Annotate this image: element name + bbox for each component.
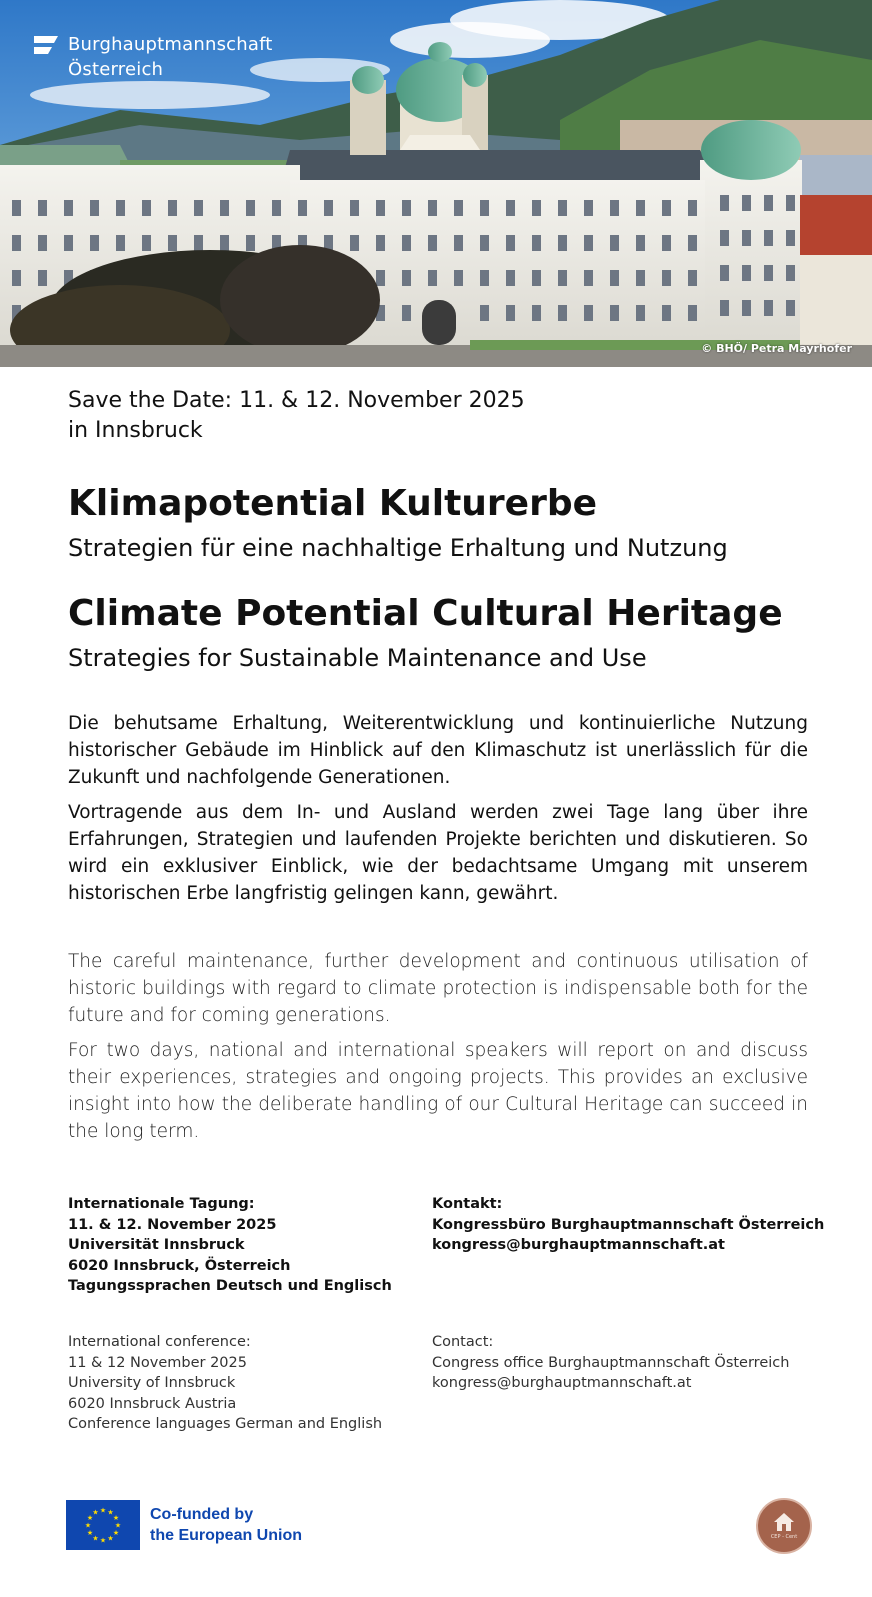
window-shape — [168, 200, 177, 216]
paragraph: The careful maintenance, further development and continuous utilisation of historic buildings with regard to climate protection is indispensable both for the future and for coming generations. — [68, 951, 808, 1026]
window-shape — [12, 200, 21, 216]
window-shape — [584, 305, 593, 321]
window-shape — [142, 200, 151, 216]
window-shape — [116, 200, 125, 216]
window-shape — [454, 270, 463, 286]
cep-badge — [756, 1498, 812, 1554]
window-shape — [480, 305, 489, 321]
window-shape — [402, 270, 411, 286]
info-line: 11 & 12 November 2025 — [68, 1354, 247, 1371]
eu-star-icon: ★ — [112, 1514, 120, 1522]
window-shape — [376, 235, 385, 251]
window-shape — [584, 235, 593, 251]
body-english — [68, 948, 808, 1153]
window-shape — [220, 200, 229, 216]
window-shape — [636, 235, 645, 251]
title-english: Climate Potential Cultural Heritage — [68, 593, 783, 634]
window-shape — [720, 300, 729, 316]
location-line: in Innsbruck — [68, 418, 203, 443]
window-shape — [324, 200, 333, 216]
window-shape — [220, 235, 229, 251]
info-line: International conference: — [68, 1334, 251, 1350]
window-shape — [786, 265, 795, 281]
logo-line-2: Österreich — [68, 59, 164, 80]
window-shape — [246, 200, 255, 216]
eu-star-icon: ★ — [107, 1508, 114, 1517]
window-shape — [142, 235, 151, 251]
window-shape — [90, 235, 99, 251]
window-shape — [584, 200, 593, 216]
window-shape — [636, 200, 645, 216]
window-shape — [350, 235, 359, 251]
window-shape — [480, 270, 489, 286]
contact-info-german — [432, 1194, 824, 1256]
window-shape — [168, 235, 177, 251]
window-shape — [688, 270, 697, 286]
eu-star-icon: ★ — [99, 1536, 107, 1545]
window-shape — [688, 200, 697, 216]
body-german — [68, 710, 808, 915]
window-shape — [64, 200, 73, 216]
window-shape — [402, 200, 411, 216]
window-shape — [764, 265, 773, 281]
window-shape — [720, 265, 729, 281]
window-shape — [272, 200, 281, 216]
window-shape — [12, 270, 21, 286]
eu-star-icon: ★ — [92, 1534, 99, 1543]
conference-info-german — [68, 1194, 392, 1297]
window-shape — [610, 235, 619, 251]
window-shape — [38, 200, 47, 216]
subtitle-german: Strategien für eine nachhaltige Erhaltung und Nutzung — [68, 534, 728, 562]
house-icon — [773, 1512, 795, 1532]
conference-info-english — [68, 1332, 382, 1435]
info-line: Tagungssprachen Deutsch und Englisch — [68, 1278, 392, 1294]
window-shape — [194, 200, 203, 216]
window-shape — [610, 200, 619, 216]
save-the-date — [68, 386, 808, 446]
eu-line-1: Co-funded by — [150, 1506, 254, 1523]
window-shape — [742, 265, 751, 281]
window-shape — [532, 270, 541, 286]
info-line: University of Innsbruck — [68, 1375, 236, 1391]
title-german: Klimapotential Kulturerbe — [68, 483, 598, 524]
window-shape — [376, 200, 385, 216]
logo — [34, 32, 273, 82]
eu-star-icon: ★ — [99, 1506, 107, 1515]
info-line: Kontakt: — [432, 1196, 503, 1212]
info-line: Conference languages German and English — [68, 1416, 383, 1432]
window-shape — [480, 235, 489, 251]
window-shape — [298, 200, 307, 216]
window-shape — [38, 270, 47, 286]
window-shape — [688, 235, 697, 251]
window-shape — [786, 230, 795, 246]
window-shape — [610, 270, 619, 286]
info-line: Congress office Burghauptmannschaft Österreich — [432, 1354, 790, 1371]
flag-logo-icon — [34, 36, 58, 54]
badge-label: CEP - Cent — [770, 1534, 798, 1540]
logo-line-1: Burghauptmannschaft — [68, 34, 273, 55]
window-shape — [742, 195, 751, 211]
window-shape — [532, 235, 541, 251]
window-shape — [506, 270, 515, 286]
eu-line-2: the European Union — [150, 1527, 302, 1544]
window-shape — [506, 305, 515, 321]
window-shape — [38, 235, 47, 251]
eu-flag-icon — [66, 1500, 140, 1550]
window-shape — [532, 305, 541, 321]
window-shape — [742, 300, 751, 316]
window-shape — [428, 200, 437, 216]
eu-star-icon: ★ — [114, 1521, 122, 1530]
window-shape — [506, 200, 515, 216]
window-shape — [636, 270, 645, 286]
window-shape — [454, 200, 463, 216]
window-shape — [636, 305, 645, 321]
info-line: 6020 Innsbruck, Österreich — [68, 1257, 291, 1274]
window-shape — [480, 200, 489, 216]
window-shape — [688, 305, 697, 321]
window-shape — [720, 230, 729, 246]
window-shape — [610, 305, 619, 321]
window-shape — [64, 235, 73, 251]
eu-star-icon: ★ — [86, 1514, 94, 1522]
window-shape — [786, 195, 795, 211]
window-shape — [532, 200, 541, 216]
window-shape — [402, 235, 411, 251]
window-shape — [786, 300, 795, 316]
window-shape — [90, 200, 99, 216]
window-shape — [376, 270, 385, 286]
window-shape — [558, 200, 567, 216]
window-shape — [764, 195, 773, 211]
info-line: 11. & 12. November 2025 — [68, 1216, 277, 1233]
eu-star-icon: ★ — [107, 1534, 114, 1543]
window-shape — [506, 235, 515, 251]
info-line: Kongressbüro Burghauptmannschaft Österreich — [432, 1216, 825, 1233]
window-shape — [454, 235, 463, 251]
window-shape — [116, 235, 125, 251]
contact-email[interactable]: kongress@burghauptmannschaft.at — [432, 1237, 725, 1253]
contact-email[interactable]: kongress@burghauptmannschaft.at — [432, 1375, 692, 1391]
subtitle-english: Strategies for Sustainable Maintenance and Use — [68, 644, 647, 672]
hero-photo — [0, 0, 872, 367]
eu-star-icon: ★ — [86, 1529, 94, 1537]
eu-funding-logo — [66, 1500, 302, 1550]
info-line: Internationale Tagung: — [68, 1196, 255, 1212]
window-shape — [12, 235, 21, 251]
paragraph: For two days, national and international speakers will report on and discuss their experiences, strategies and ongoing projects. This provides an exclusive insight into how the deliberate handling of our Cultural Heritage can succeed in the long term. — [68, 1040, 808, 1142]
window-shape — [558, 235, 567, 251]
window-shape — [428, 270, 437, 286]
window-shape — [558, 305, 567, 321]
window-shape — [350, 200, 359, 216]
eu-star-icon: ★ — [112, 1529, 120, 1537]
info-line: Universität Innsbruck — [68, 1237, 245, 1253]
window-shape — [246, 235, 255, 251]
window-shape — [662, 200, 671, 216]
info-line: Contact: — [432, 1334, 494, 1350]
paragraph: Vortragende aus dem In- und Ausland werden zwei Tage lang über ihre Erfahrungen, Strategien und laufenden Projekte berichten und diskutieren. So wird ein exklusiver Einblick, wie der bedachtsame Umgang mit unserem historischen Erbe langfristig gelingen kann, gewährt. — [68, 802, 808, 904]
window-shape — [764, 300, 773, 316]
window-shape — [720, 195, 729, 211]
eu-star-icon: ★ — [84, 1521, 92, 1530]
eu-star-icon: ★ — [92, 1508, 99, 1517]
window-shape — [742, 230, 751, 246]
window-shape — [662, 270, 671, 286]
window-shape — [662, 235, 671, 251]
window-shape — [662, 305, 671, 321]
window-shape — [584, 270, 593, 286]
window-shape — [194, 235, 203, 251]
paragraph: Die behutsame Erhaltung, Weiterentwicklung und kontinuierliche Nutzung historischer Gebäude im Hinblick auf den Klimaschutz ist unerlässlich für die Zukunft und nachfolgende Generationen. — [68, 713, 808, 788]
window-shape — [764, 230, 773, 246]
info-line: 6020 Innsbruck Austria — [68, 1395, 237, 1412]
photo-credit: © BHÖ/ Petra Mayrhofer — [701, 342, 852, 355]
window-shape — [428, 235, 437, 251]
window-shape — [402, 305, 411, 321]
save-date-line: Save the Date: 11. & 12. November 2025 — [68, 388, 525, 413]
window-shape — [558, 270, 567, 286]
contact-info-english — [432, 1332, 789, 1394]
